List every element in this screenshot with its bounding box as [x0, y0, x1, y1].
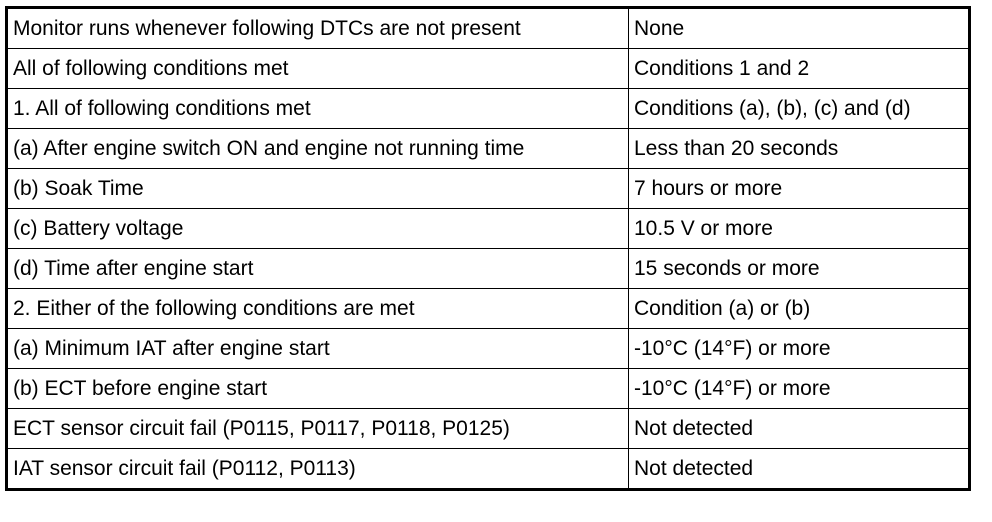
table-row — [7, 209, 970, 249]
table-row — [7, 329, 970, 369]
table-row — [7, 409, 970, 449]
condition-item-cell: 2. Either of the following conditions are met — [7, 289, 629, 329]
condition-item-cell: Monitor runs whenever following DTCs are not present — [7, 8, 629, 49]
table-row — [7, 89, 970, 129]
condition-spec-cell: None — [629, 8, 970, 49]
conditions-table — [5, 6, 971, 491]
table-row — [7, 8, 970, 49]
condition-item-cell: 1. All of following conditions met — [7, 89, 629, 129]
condition-item-cell: ECT sensor circuit fail (P0115, P0117, P0118, P0125) — [7, 409, 629, 449]
table-row — [7, 249, 970, 289]
condition-spec-cell: Condition (a) or (b) — [629, 289, 970, 329]
condition-spec-cell: Not detected — [629, 449, 970, 490]
table-row — [7, 449, 970, 490]
condition-spec-cell: -10°C (14°F) or more — [629, 369, 970, 409]
table-row — [7, 129, 970, 169]
condition-spec-cell: Not detected — [629, 409, 970, 449]
condition-item-cell: (b) ECT before engine start — [7, 369, 629, 409]
condition-item-cell: (d) Time after engine start — [7, 249, 629, 289]
condition-spec-cell: 7 hours or more — [629, 169, 970, 209]
condition-spec-cell: 10.5 V or more — [629, 209, 970, 249]
conditions-table-container — [5, 6, 971, 491]
condition-spec-cell: Conditions 1 and 2 — [629, 49, 970, 89]
condition-item-cell: (b) Soak Time — [7, 169, 629, 209]
condition-spec-cell: Conditions (a), (b), (c) and (d) — [629, 89, 970, 129]
condition-item-cell: (a) Minimum IAT after engine start — [7, 329, 629, 369]
condition-spec-cell: 15 seconds or more — [629, 249, 970, 289]
table-row — [7, 169, 970, 209]
condition-item-cell: IAT sensor circuit fail (P0112, P0113) — [7, 449, 629, 490]
table-row — [7, 289, 970, 329]
condition-item-cell: (c) Battery voltage — [7, 209, 629, 249]
condition-item-cell: All of following conditions met — [7, 49, 629, 89]
condition-item-cell: (a) After engine switch ON and engine not running time — [7, 129, 629, 169]
condition-spec-cell: -10°C (14°F) or more — [629, 329, 970, 369]
table-row — [7, 369, 970, 409]
condition-spec-cell: Less than 20 seconds — [629, 129, 970, 169]
table-row — [7, 49, 970, 89]
